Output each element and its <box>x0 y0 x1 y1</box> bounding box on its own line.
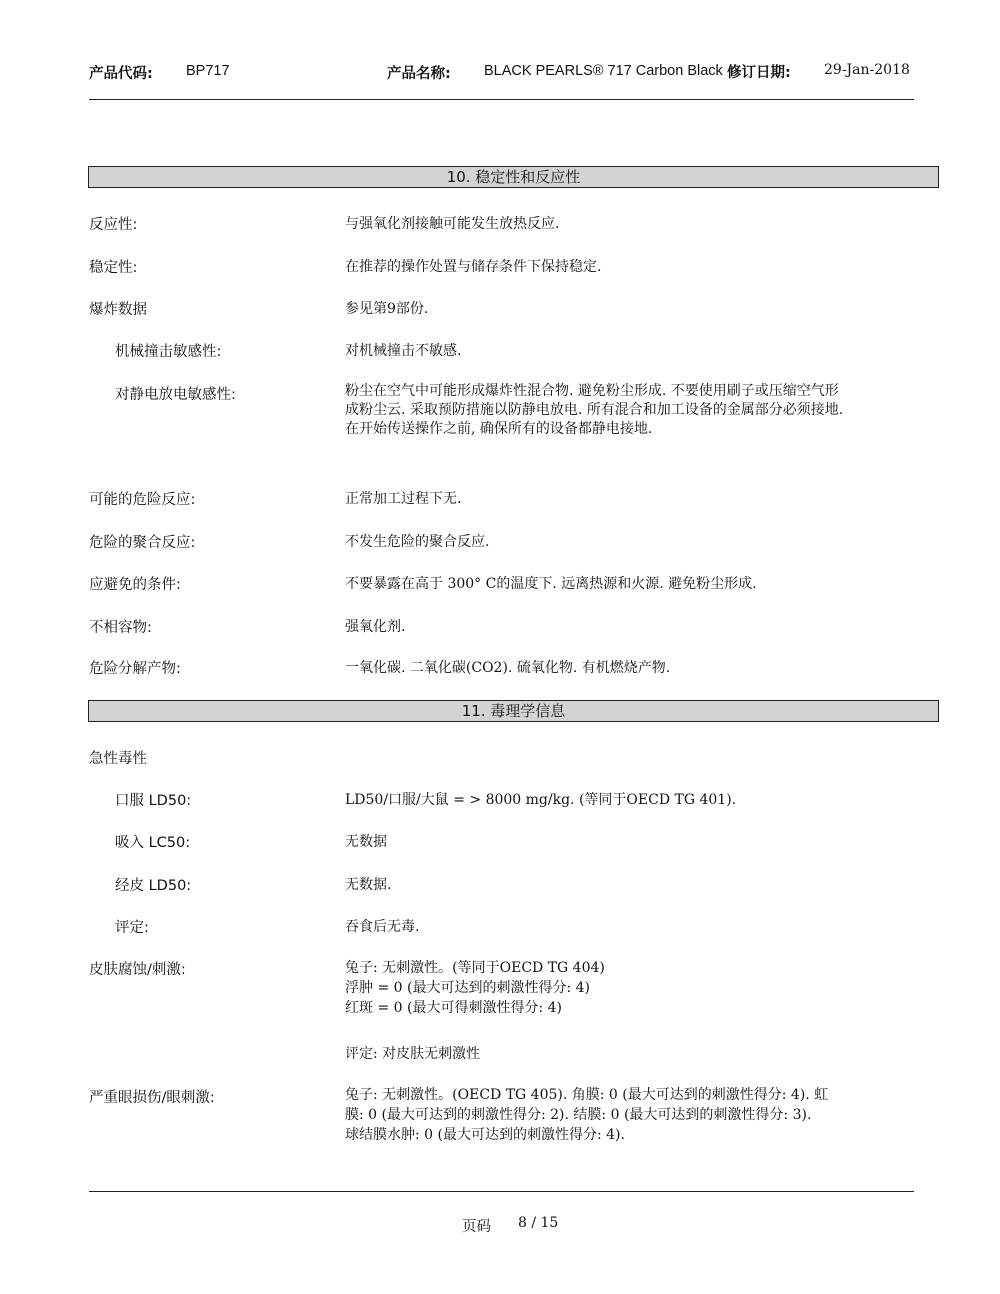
impact-sensitivity-value: 对机械撞击不敏感. <box>345 343 462 359</box>
revision-date-value: 29-Jan-2018 <box>824 62 910 78</box>
eye-irritation-label: 严重眼损伤/眼刺激: <box>89 1090 215 1106</box>
decomposition-products-value: 一氧化碳. 二氧化碳(CO2). 硫氧化物. 有机燃烧产物. <box>345 660 671 676</box>
eye-irritation-value <box>345 1085 945 1145</box>
static-sensitivity-line: 粉尘在空气中可能形成爆炸性混合物. 避免粉尘形成. 不要使用刷子或压缩空气形 <box>345 383 839 399</box>
skin-irritation-line: 红斑 = 0 (最大可得刺激性得分: 4) <box>345 1000 562 1016</box>
oral-ld50-label: 口服 LD50: <box>115 793 192 809</box>
eye-irritation-line: 膜: 0 (最大可达到的刺激性得分: 2). 结膜: 0 (最大可达到的刺激性得分: 3). <box>345 1107 812 1123</box>
decomposition-products-label: 危险分解产物: <box>89 661 181 677</box>
page-number: 8 / 15 <box>518 1215 559 1231</box>
dermal-ld50-label: 经皮 LD50: <box>115 878 192 894</box>
header-divider <box>89 99 914 100</box>
reactivity-label: 反应性: <box>89 217 138 233</box>
static-sensitivity-value <box>345 382 945 439</box>
hazardous-polymerization-label: 危险的聚合反应: <box>89 535 196 551</box>
incompatible-materials-label: 不相容物: <box>89 620 152 636</box>
incompatible-materials-value: 强氧化剂. <box>345 619 406 635</box>
explosion-data-label: 爆炸数据 <box>89 302 147 318</box>
product-name-value: BLACK PEARLS® 717 Carbon Black <box>484 63 723 79</box>
eye-irritation-line: 兔子: 无刺激性。(OECD TG 405). 角膜: 0 (最大可达到的刺激性得分: 4). 虹 <box>345 1087 829 1103</box>
acute-toxicity-label: 急性毒性 <box>89 751 147 767</box>
skin-irritation-line: 兔子: 无刺激性。(等同于OECD TG 404) <box>345 960 605 976</box>
eye-irritation-line: 球结膜水肿: 0 (最大可达到的刺激性得分: 4). <box>345 1127 625 1143</box>
oral-ld50-value: LD50/口服/大鼠 = > 8000 mg/kg. (等同于OECD TG 401). <box>345 792 737 808</box>
dermal-ld50-value: 无数据. <box>345 877 392 893</box>
footer-divider <box>89 1191 914 1192</box>
page-label: 页码 <box>462 1219 491 1235</box>
skin-irritation-label: 皮肤腐蚀/刺激: <box>89 962 186 978</box>
conditions-to-avoid-label: 应避免的条件: <box>89 577 181 593</box>
product-name-label: 产品名称: <box>387 66 451 82</box>
stability-value: 在推荐的操作处置与储存条件下保持稳定. <box>345 259 602 275</box>
product-code-label: 产品代码: <box>89 66 153 82</box>
hazardous-polymerization-value: 不发生危险的聚合反应. <box>345 534 490 550</box>
product-code-value: BP717 <box>186 63 230 79</box>
explosion-data-value: 参见第9部份. <box>345 301 429 317</box>
inhalation-lc50-value: 无数据 <box>345 834 387 850</box>
skin-irritation-value <box>345 958 945 1018</box>
assessment-label: 评定: <box>115 920 149 936</box>
reactivity-value: 与强氧化剂接触可能发生放热反应. <box>345 216 560 232</box>
inhalation-lc50-label: 吸入 LC50: <box>115 835 191 851</box>
static-sensitivity-line: 在开始传送操作之前, 确保所有的设备都静电接地. <box>345 421 653 437</box>
impact-sensitivity-label: 机械撞击敏感性: <box>115 344 222 360</box>
conditions-to-avoid-value: 不要暴露在高于 300° C的温度下. 远离热源和火源. 避免粉尘形成. <box>345 576 757 592</box>
hazardous-reactions-value: 正常加工过程下无. <box>345 491 462 507</box>
static-sensitivity-line: 成粉尘云. 采取预防措施以防静电放电. 所有混合和加工设备的金属部分必须接地. <box>345 402 844 418</box>
section-11-title: 11. 毒理学信息 <box>88 700 939 722</box>
skin-irritation-line: 浮肿 = 0 (最大可达到的刺激性得分: 4) <box>345 980 590 996</box>
static-sensitivity-label: 对静电放电敏感性: <box>115 387 236 403</box>
revision-date-label: 修订日期: <box>727 65 791 81</box>
section-10-title: 10. 稳定性和反应性 <box>88 166 939 188</box>
hazardous-reactions-label: 可能的危险反应: <box>89 492 196 508</box>
stability-label: 稳定性: <box>89 260 138 276</box>
assessment-value: 吞食后无毒. <box>345 919 420 935</box>
skin-assessment-value: 评定: 对皮肤无刺激性 <box>345 1046 481 1062</box>
